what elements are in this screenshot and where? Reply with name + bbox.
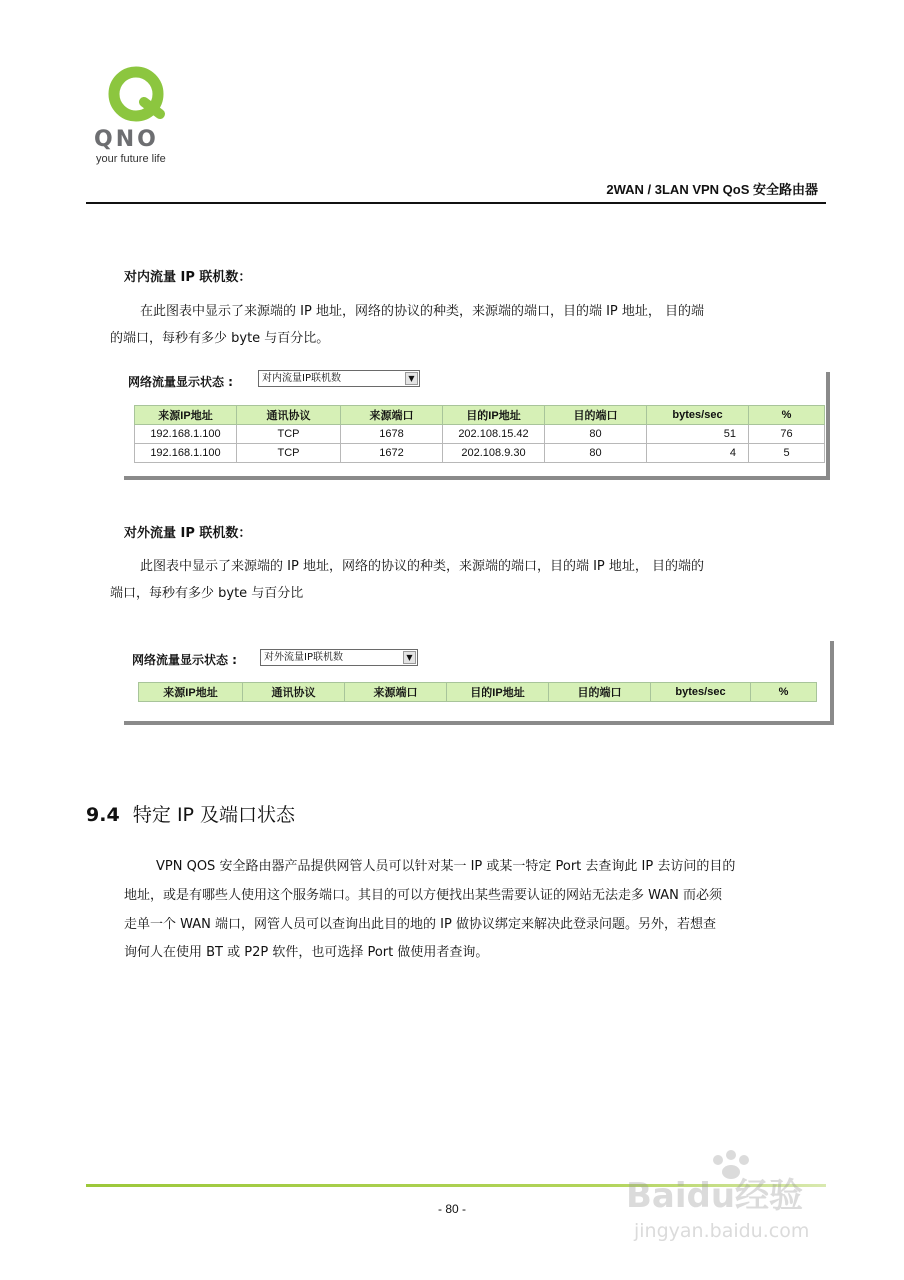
chevron-down-icon[interactable]: ▼ [403, 651, 416, 664]
table-header-row [135, 406, 825, 425]
logo-tagline: your future life [96, 153, 166, 165]
col-source-port: 来源端口 [345, 683, 447, 702]
qno-logo-mark-icon [92, 60, 192, 155]
cell-protocol: TCP [237, 444, 341, 463]
cell-percent: 76 [749, 425, 825, 444]
section-line-3: 走单一个 WAN 端口，网管人员可以查询出此目的地的 IP 做协议绑定来解决此登录问题。另外，若想查 [124, 917, 716, 932]
cell-source-port: 1678 [341, 425, 443, 444]
baidu-watermark [626, 1150, 846, 1250]
outbound-select-value: 对外流量IP联机数 [264, 652, 343, 663]
section-number: 9.4 [86, 804, 120, 826]
cell-dest-ip: 202.108.15.42 [443, 425, 545, 444]
outbound-heading: 对外流量 IP 联机数： [124, 526, 252, 541]
col-protocol: 通讯协议 [243, 683, 345, 702]
col-dest-ip: 目的IP地址 [447, 683, 549, 702]
table-row [135, 425, 825, 444]
cell-dest-port: 80 [545, 444, 647, 463]
table-header-row [139, 683, 817, 702]
section-heading [86, 800, 295, 827]
cell-percent: 5 [749, 444, 825, 463]
header-divider [86, 202, 826, 204]
inbound-heading: 对内流量 IP 联机数： [124, 270, 252, 285]
outbound-desc-line2: 端口，每秒有多少 byte 与百分比 [110, 586, 304, 601]
inbound-view-select[interactable] [258, 370, 420, 387]
outbound-view-select[interactable] [260, 649, 418, 666]
cell-dest-port: 80 [545, 425, 647, 444]
chevron-down-icon[interactable]: ▼ [405, 372, 418, 385]
col-source-ip: 来源IP地址 [139, 683, 243, 702]
cell-bytes-sec: 4 [647, 444, 749, 463]
outbound-panel-label: 网络流量显示状态 : [132, 653, 237, 667]
col-dest-port: 目的端口 [549, 683, 651, 702]
cell-source-port: 1672 [341, 444, 443, 463]
inbound-desc-line1: 在此图表中显示了来源端的 IP 地址，网络的协议的种类，来源端的端口，目的端 IP 地址， 目的端 [140, 304, 705, 319]
section-title: 特定 IP 及端口状态 [132, 804, 296, 826]
outbound-panel [124, 641, 834, 725]
cell-dest-ip: 202.108.9.30 [443, 444, 545, 463]
watermark-url: jingyan.baidu.com [634, 1220, 810, 1242]
inbound-panel [124, 372, 830, 480]
inbound-panel-label: 网络流量显示状态 : [128, 375, 233, 389]
section-line-4: 询何人在使用 BT 或 P2P 软件，也可选择 Port 做使用者查询。 [124, 945, 489, 960]
col-percent: % [749, 406, 825, 425]
cell-source-ip: 192.168.1.100 [135, 425, 237, 444]
inbound-table [134, 405, 825, 463]
col-bytes-sec: bytes/sec [651, 683, 751, 702]
header-title: 2WAN / 3LAN VPN QoS 安全路由器 [606, 182, 818, 197]
inbound-select-value: 对内流量IP联机数 [262, 373, 341, 384]
section-line-1: VPN QOS 安全路由器产品提供网管人员可以针对某一 IP 或某一特定 Port 去查询此 IP 去访问的目的 [156, 859, 736, 874]
watermark-brand: Baidu经验 [626, 1176, 804, 1216]
inbound-desc-line2: 的端口，每秒有多少 byte 与百分比。 [110, 331, 330, 346]
section-line-2: 地址，或是有哪些人使用这个服务端口。其目的可以方便找出某些需要认证的网站无法走多 WAN 而必须 [124, 888, 723, 903]
col-source-port: 来源端口 [341, 406, 443, 425]
col-bytes-sec: bytes/sec [647, 406, 749, 425]
col-dest-port: 目的端口 [545, 406, 647, 425]
col-source-ip: 来源IP地址 [135, 406, 237, 425]
col-percent: % [751, 683, 817, 702]
page-number: - 80 - [437, 1202, 466, 1216]
col-dest-ip: 目的IP地址 [443, 406, 545, 425]
cell-protocol: TCP [237, 425, 341, 444]
outbound-table [138, 682, 817, 702]
col-protocol: 通讯协议 [237, 406, 341, 425]
outbound-desc-line1: 此图表中显示了来源端的 IP 地址，网络的协议的种类，来源端的端口，目的端 IP 地址， 目的端的 [140, 559, 705, 574]
table-row [135, 444, 825, 463]
logo-text: QNO [94, 127, 159, 152]
cell-bytes-sec: 51 [647, 425, 749, 444]
cell-source-ip: 192.168.1.100 [135, 444, 237, 463]
